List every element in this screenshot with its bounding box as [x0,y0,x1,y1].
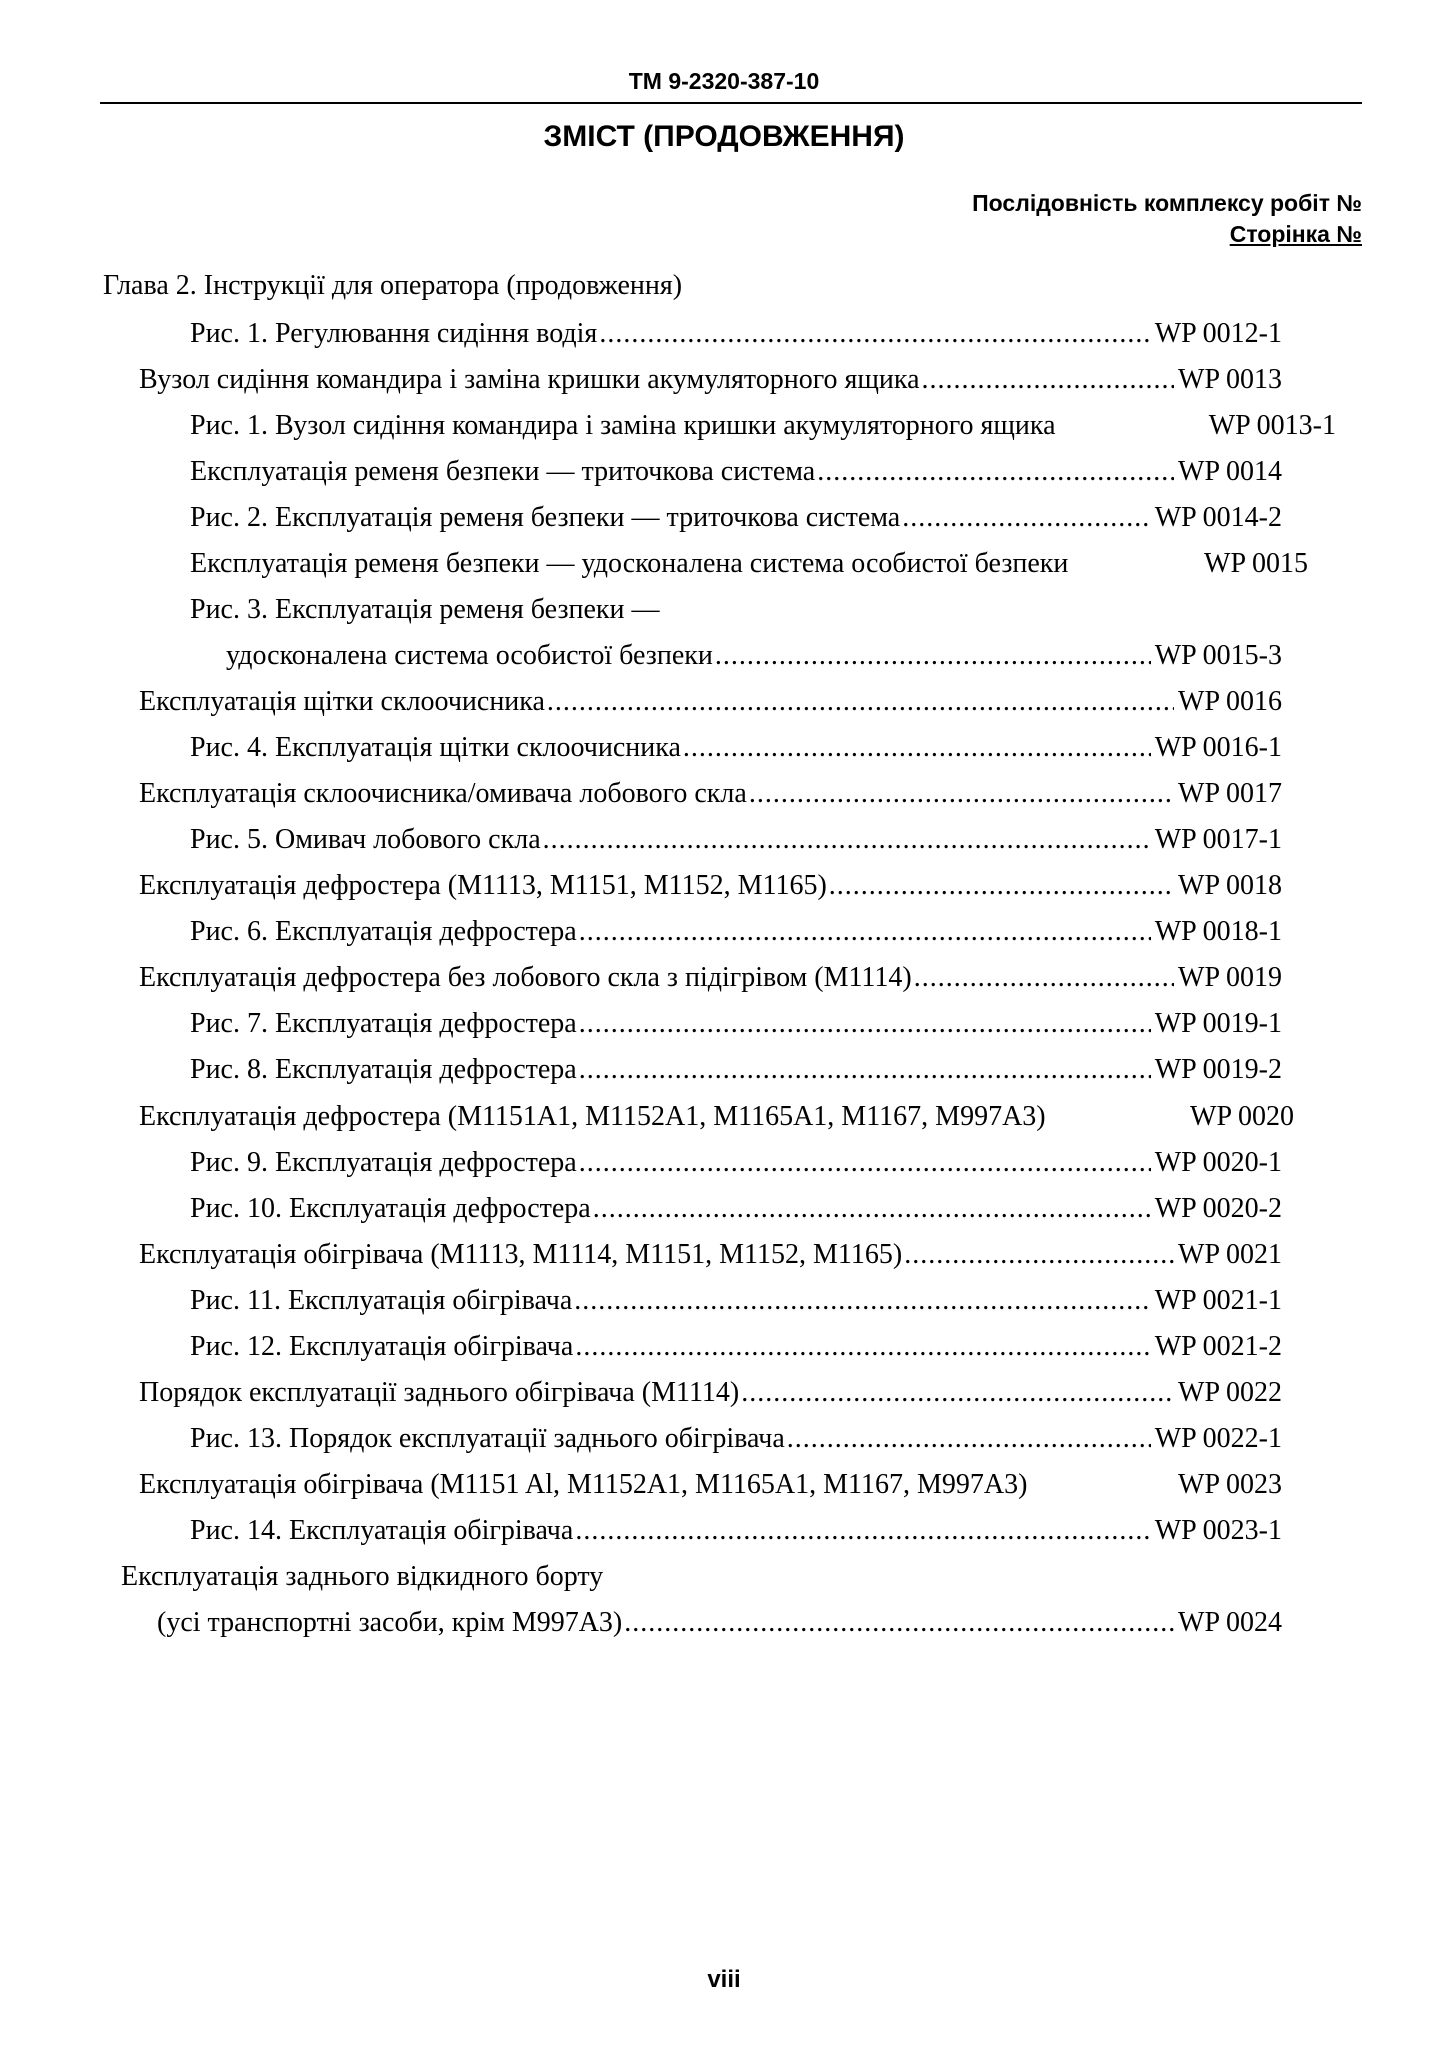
toc-entry-ref: WP 0013 [1178,364,1282,395]
toc-entry-section[interactable] [139,364,1282,398]
toc-entry-ref: WP 0023 [1178,1469,1282,1500]
page-title: ЗМІСТ (ПРОДОВЖЕННЯ) [543,120,905,153]
toc-entry-title: Експлуатація ременя безпеки — триточкова система [190,456,816,487]
toc-entry-title: Експлуатація обігрівача (M1113, M1114, M1151, M1152, M1165) [139,1239,903,1270]
toc-entry-figure[interactable] [190,502,1282,536]
dot-leader [579,916,1151,948]
toc-entry-title: Рис. 8. Експлуатація дефростера [190,1054,577,1085]
toc-entry-title: Вузол сидіння командира і заміна кришки акумуляторного ящика [139,364,920,395]
dot-leader [579,1008,1151,1040]
dot-leader [914,962,1174,994]
toc-entry-title: Рис. 6. Експлуатація дефростера [190,916,577,947]
toc-entry-title: Рис. 12. Експлуатація обігрівача [190,1331,574,1362]
toc-entry-ref: WP 0019-1 [1154,1008,1282,1039]
toc-entry-title: Рис. 1. Регулювання сидіння водія [190,318,598,349]
toc-entry-figure[interactable] [190,1008,1282,1042]
header-rule [100,102,1362,104]
dot-leader [904,1239,1174,1271]
toc-entry-figure[interactable] [190,1423,1282,1457]
toc-entry-title: Рис. 11. Експлуатація обігрівача [190,1285,573,1316]
toc-entry-ref: WP 0020 [1190,1101,1294,1132]
dot-leader [741,1377,1174,1409]
toc-entry-ref: WP 0015 [1204,548,1308,579]
toc-entry-ref: WP 0023-1 [1154,1515,1282,1546]
toc-entry-figure[interactable] [190,1193,1282,1227]
dot-leader [599,318,1150,350]
toc-entry-ref: WP 0017-1 [1154,824,1282,855]
toc-entry-figure[interactable] [190,318,1282,352]
dot-leader [749,778,1174,810]
dot-leader [787,1423,1151,1455]
toc-entry-title: Рис. 4. Експлуатація щітки склоочисника [190,732,681,763]
toc-entry-section[interactable] [139,1101,1294,1135]
toc-entry-section[interactable] [190,548,1308,582]
toc-entry-title: Рис. 7. Експлуатація дефростера [190,1008,577,1039]
toc-entry-title: (усі транспортні засоби, крім M997A3) [157,1607,623,1638]
toc-entry-figure[interactable] [190,732,1282,766]
toc-entry-ref: WP 0020-2 [1154,1193,1282,1224]
toc-entry-ref: WP 0014 [1178,456,1282,487]
toc-entry-ref: WP 0017 [1178,778,1282,809]
toc-entry-ref: WP 0019 [1178,962,1282,993]
toc-entry-figure[interactable] [190,1285,1282,1319]
toc-entry-figure[interactable] [190,824,1282,858]
toc-entry-title: Експлуатація дефростера без лобового скла з підігрівом (M1114) [139,962,912,993]
toc-entry-section[interactable] [139,778,1282,812]
dot-leader [575,1331,1150,1363]
toc-entry-title: Рис. 1. Вузол сидіння командира і заміна кришки акумуляторного ящика [190,410,1056,441]
dot-leader [547,686,1174,718]
toc-entry-title: Експлуатація ременя безпеки — удосконалена система особистої безпеки [190,548,1069,579]
toc-entry-section[interactable] [139,1377,1282,1411]
column-header-work-package: Послідовність комплексу робіт № [972,190,1362,216]
toc-entry-section[interactable] [139,686,1282,720]
toc-entry-title: удосконалена система особистої безпеки [226,640,713,671]
toc-entry-title: Експлуатація дефростера (M1151A1, M1152A1, M1165A1, M1167, M997A3) [139,1101,1046,1132]
dot-leader [579,1147,1151,1179]
toc-entry-section[interactable] [139,962,1282,996]
toc-entry-title: Експлуатація щітки склоочисника [139,686,545,717]
toc-entry-ref: WP 0024 [1178,1607,1282,1638]
toc-entry-ref: WP 0022-1 [1154,1423,1282,1454]
toc-entry-ref: WP 0021-1 [1154,1285,1282,1316]
toc-entry-title: Рис. 14. Експлуатація обігрівача [190,1515,574,1546]
toc-entry-section[interactable] [139,1239,1282,1273]
dot-leader [574,1285,1150,1317]
toc-entry-figure[interactable] [190,1147,1282,1181]
toc-entry-title-line1: Експлуатація заднього відкидного борту [121,1561,604,1592]
dot-leader [579,1054,1151,1086]
toc-entry-ref: WP 0020-1 [1154,1147,1282,1178]
document-id: TM 9-2320-387-10 [628,68,820,94]
dot-leader [683,732,1151,764]
dot-leader [817,456,1174,488]
toc-entry-ref: WP 0018 [1178,870,1282,901]
dot-leader [575,1515,1150,1547]
page-number: viii [707,1966,741,1993]
toc-entry-title: Рис. 13. Порядок експлуатації заднього обігрівача [190,1423,785,1454]
dot-leader [543,824,1151,856]
toc-entry-ref: WP 0018-1 [1154,916,1282,947]
dot-leader [715,640,1151,672]
dot-leader [922,364,1175,396]
dot-leader [829,870,1174,902]
column-header-page: Сторінка № [1229,221,1362,247]
toc-entry-section[interactable] [190,456,1282,490]
toc-entry-title: Рис. 9. Експлуатація дефростера [190,1147,577,1178]
toc-entry-title: Рис. 10. Експлуатація дефростера [190,1193,591,1224]
toc-entry-figure[interactable] [190,410,1336,444]
dot-leader [624,1607,1174,1639]
toc-entry-section[interactable] [139,870,1282,904]
toc-entry-title: Рис. 2. Експлуатація ременя безпеки — триточкова система [190,502,901,533]
toc-entry-ref: WP 0016 [1178,686,1282,717]
dot-leader [593,1193,1151,1225]
toc-entry-figure[interactable] [226,640,1282,674]
toc-entry-section[interactable] [139,1469,1282,1503]
toc-entry-ref: WP 0015-3 [1154,640,1282,671]
toc-entry-figure[interactable] [190,1515,1282,1549]
toc-entry-title: Порядок експлуатації заднього обігрівача (M1114) [139,1377,740,1408]
toc-entry-title: Експлуатація дефростера (M1113, M1151, M1152, M1165) [139,870,827,901]
toc-entry-title: Рис. 5. Омивач лобового скла [190,824,541,855]
toc-entry-title: Експлуатація склоочисника/омивача лобового скла [139,778,747,809]
toc-entry-ref: WP 0021 [1178,1239,1282,1270]
toc-entry-title: Експлуатація обігрівача (M1151 Al, M1152A1, M1165A1, M1167, M997A3) [139,1469,1028,1500]
toc-entry-ref: WP 0022 [1178,1377,1282,1408]
toc-entry-figure[interactable] [190,1054,1282,1088]
toc-entry-ref: WP 0016-1 [1154,732,1282,763]
toc-entry-ref: WP 0012-1 [1154,318,1282,349]
toc-entry-figure[interactable] [190,916,1282,950]
toc-entry-section[interactable] [157,1607,1282,1641]
toc-entry-figure[interactable] [190,1331,1282,1365]
toc-entry-ref: WP 0013-1 [1208,410,1336,441]
chapter-heading: Глава 2. Інструкції для оператора (продовження) [103,270,683,301]
toc-entry-ref: WP 0014-2 [1154,502,1282,533]
toc-entry-ref: WP 0019-2 [1154,1054,1282,1085]
toc-entry-title-line1: Рис. 3. Експлуатація ременя безпеки — [190,594,660,625]
dot-leader [902,502,1150,534]
toc-entry-ref: WP 0021-2 [1154,1331,1282,1362]
